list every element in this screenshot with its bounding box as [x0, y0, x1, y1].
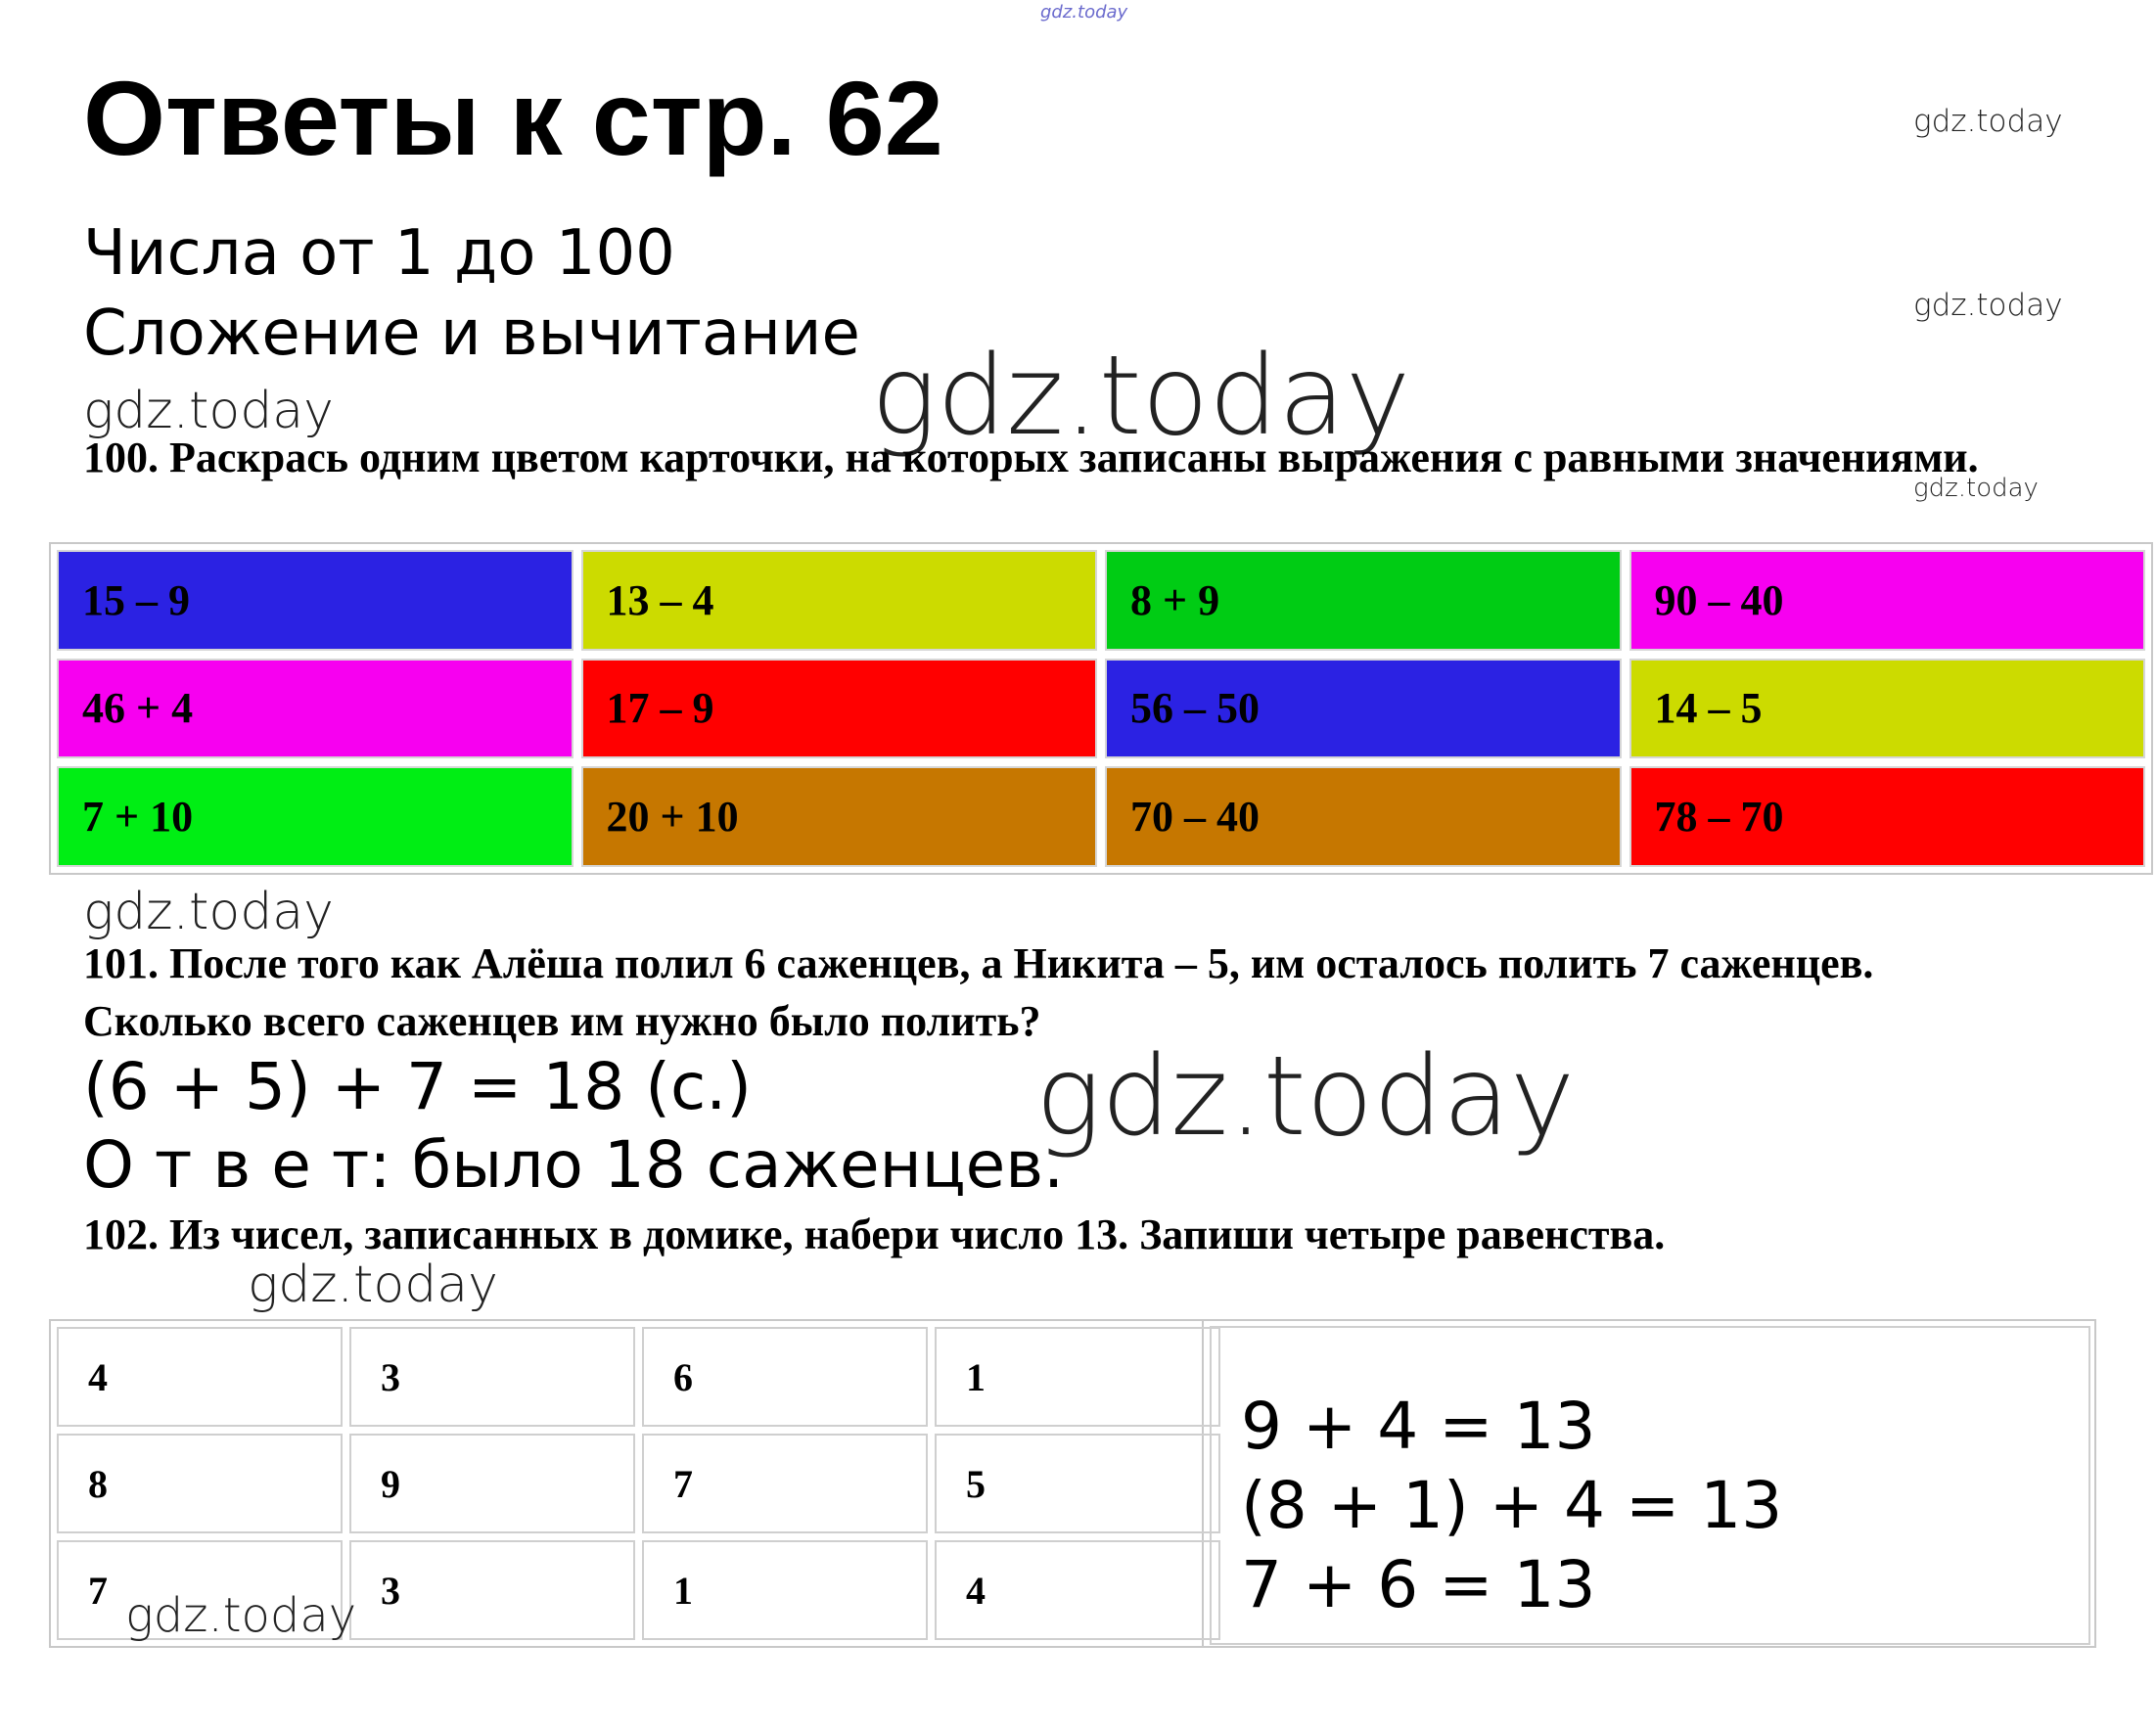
expression-card: 15 – 9 — [57, 550, 573, 651]
subtitle-line-1: Числа от 1 до 100 — [83, 217, 675, 290]
house-number-cell: 5 — [935, 1434, 1220, 1533]
expression-card: 46 + 4 — [57, 659, 573, 759]
watermark: gdz.today — [125, 1588, 357, 1643]
watermark-large: gdz.today — [871, 333, 1411, 460]
watermark: gdz.today — [83, 382, 334, 440]
expression-card: 13 – 4 — [581, 550, 1098, 651]
watermark: gdz.today — [1913, 474, 2039, 503]
house-number-cell: 7 — [642, 1434, 928, 1533]
expression-card: 14 – 5 — [1629, 659, 2146, 759]
task-101-text: 101. После того как Алёша полил 6 саженцев, а Никита – 5, им осталось полить 7 саженцев. Сколько всего саженцев им нужно было полить? — [83, 939, 1874, 1045]
house-number-cell: 3 — [349, 1327, 635, 1427]
equation: 7 + 6 = 13 — [1241, 1547, 1596, 1622]
house-number-cell: 1 — [935, 1327, 1220, 1427]
task-102-text: 102. Из чисел, записанных в домике, набери число 13. Запиши четыре равенства. — [83, 1210, 1666, 1258]
expression-card: 8 + 9 — [1105, 550, 1622, 651]
watermark: gdz.today — [1913, 288, 2063, 323]
expression-card: 78 – 70 — [1629, 766, 2146, 867]
task-100-text: 100. Раскрась одним цветом карточки, на которых записаны выражения с равными значениями. — [83, 434, 1979, 481]
equations-box — [1210, 1326, 2090, 1645]
equation: 9 + 4 = 13 — [1241, 1389, 1596, 1464]
cards-table — [49, 542, 2153, 875]
watermark-top: gdz.today — [1040, 2, 1128, 23]
expression-card: 70 – 40 — [1105, 766, 1622, 867]
house-number-cell: 3 — [349, 1540, 635, 1640]
expression-card: 7 + 10 — [57, 766, 573, 867]
equation: (8 + 1) + 4 = 13 — [1241, 1468, 1783, 1543]
house-number-cell: 1 — [642, 1540, 928, 1640]
expression-card: 17 – 9 — [581, 659, 1098, 759]
expression-card: 56 – 50 — [1105, 659, 1622, 759]
watermark: gdz.today — [1913, 104, 2063, 139]
expression-card: 90 – 40 — [1629, 550, 2146, 651]
house-number-cell: 4 — [57, 1327, 343, 1427]
page-title: Ответы к стр. 62 — [83, 59, 943, 177]
subtitle-line-2: Сложение и вычитание — [83, 297, 860, 370]
house-number-cell: 9 — [349, 1434, 635, 1533]
house-number-cell: 7 — [57, 1540, 343, 1640]
house-number-cell: 6 — [642, 1327, 928, 1427]
watermark-large: gdz.today — [1035, 1033, 1576, 1161]
watermark: gdz.today — [83, 883, 334, 941]
house-number-cell: 4 — [935, 1540, 1220, 1640]
expression-card: 20 + 10 — [581, 766, 1098, 867]
watermark: gdz.today — [248, 1255, 498, 1314]
task-101-solution: (6 + 5) + 7 = 18 (с.) — [83, 1049, 752, 1124]
house-number-cell: 8 — [57, 1434, 343, 1533]
task-101-answer: О т в е т: было 18 саженцев. — [83, 1127, 1065, 1203]
